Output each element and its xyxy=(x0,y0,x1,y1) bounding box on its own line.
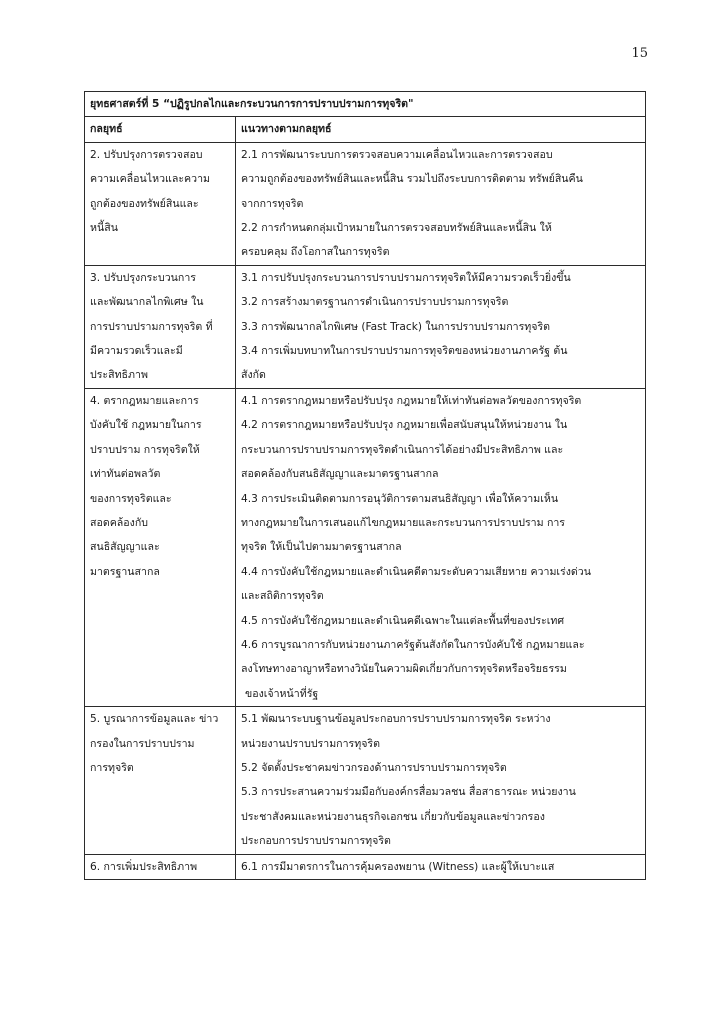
approach-cell xyxy=(236,854,646,879)
cell-line: 5.1 พัฒนาระบบฐานข้อมูลประกอบการปราบปรามการทุจริต ระหว่าง xyxy=(241,713,551,726)
strategy-cell xyxy=(85,388,236,706)
cell-line: กระบวนการปราบปรามการทุจริตดำเนินการได้อย่างมีประสิทธิภาพ และ xyxy=(241,443,564,456)
cell-line: สอดคล้องกับสนธิสัญญาและมาตรฐานสากล xyxy=(241,468,439,481)
cell-line: การทุจริต xyxy=(90,761,134,774)
cell-line: 4.6 การบูรณาการกับหน่วยงานภาครัฐต้นสังกัดในการบังคับใช้ กฎหมายและ xyxy=(241,638,585,651)
cell-line: 3.1 การปรับปรุงกระบวนการปราบปรามการทุจริตให้มีความรวดเร็วยิ่งขึ้น xyxy=(241,271,571,284)
cell-line: หน่วยงานปราบปรามการทุจริต xyxy=(241,737,380,750)
cell-line: ครอบคลุม ถึงโอกาสในการทุจริต xyxy=(241,246,390,259)
cell-line: ทุจริต ให้เป็นไปตามมาตรฐานสากล xyxy=(241,541,402,554)
cell-line: 2.1 การพัฒนาระบบการตรวจสอบความเคลื่อนไหวและการตรวจสอบ xyxy=(241,148,553,161)
cell-line: ถูกต้องของทรัพย์สินและ xyxy=(90,197,199,210)
cell-line: ของเจ้าหน้าที่รัฐ xyxy=(245,687,319,700)
table-row xyxy=(85,388,646,706)
cell-line: 4.3 การประเมินติดตามการอนุวัติการตามสนธิสัญญา เพื่อให้ความเห็น xyxy=(241,492,559,505)
strategy-cell xyxy=(85,854,236,879)
table-title-row xyxy=(85,92,646,117)
table-header-row xyxy=(85,117,646,142)
cell-line: และพัฒนากลไกพิเศษ ใน xyxy=(90,296,204,309)
cell-line: สังกัด xyxy=(241,369,266,382)
cell-line: 2. ปรับปรุงการตรวจสอบ xyxy=(90,148,203,161)
cell-line: 4. ตรากฎหมายและการ xyxy=(90,394,199,407)
cell-line: บังคับใช้ กฎหมายในการ xyxy=(90,419,202,432)
cell-line: การปราบปรามการทุจริต ที่ xyxy=(90,320,213,333)
cell-line: 4.4 การบังคับใช้กฎหมายและดำเนินคดีตามระดับความเสียหาย ความเร่งด่วน xyxy=(241,565,591,578)
approach-cell xyxy=(236,265,646,388)
cell-line: ปราบปราม การทุจริตให้ xyxy=(90,443,200,456)
cell-line: ความถูกต้องของทรัพย์สินและหนี้สิน รวมไปถึงระบบการติดตาม ทรัพย์สินคืน xyxy=(241,173,583,186)
cell-line: สนธิสัญญาและ xyxy=(90,541,160,554)
cell-line: มาตรฐานสากล xyxy=(90,565,160,578)
cell-line: 3.2 การสร้างมาตรฐานการดำเนินการปราบปรามการทุจริต xyxy=(241,296,509,309)
table-row xyxy=(85,265,646,388)
cell-line: 3. ปรับปรุงกระบวนการ xyxy=(90,271,196,284)
cell-line: 4.2 การตรากฎหมายหรือปรับปรุง กฎหมายเพื่อสนับสนุนให้หน่วยงาน ใน xyxy=(241,419,568,432)
cell-line: ประกอบการปราบปรามการทุจริต xyxy=(241,835,391,848)
strategy-table xyxy=(84,91,646,880)
approach-cell xyxy=(236,707,646,854)
cell-line: จากการทุจริต xyxy=(241,197,304,210)
cell-line: 4.5 การบังคับใช้กฎหมายและดำเนินคดีเฉพาะในแต่ละพื้นที่ของประเทศ xyxy=(241,614,565,627)
cell-line: สอดคล้องกับ xyxy=(90,516,148,529)
cell-line: ของการทุจริตและ xyxy=(90,492,172,505)
cell-line: 3.3 การพัฒนากลไกพิเศษ (Fast Track) ในการปราบปรามการทุจริต xyxy=(241,320,551,333)
table-row xyxy=(85,142,646,265)
cell-line: มีความรวดเร็วและมี xyxy=(90,345,183,358)
strategy-cell xyxy=(85,707,236,854)
strategy-cell xyxy=(85,265,236,388)
table-row xyxy=(85,707,646,854)
table-title: ยุทธศาสตร์ที่ 5 “ปฏิรูปกลไกและกระบวนการการปราบปรามการทุจริต" xyxy=(85,92,646,117)
cell-line: 2.2 การกำหนดกลุ่มเป้าหมายในการตรวจสอบทรัพย์สินและหนี้สิน ให้ xyxy=(241,222,552,235)
cell-line: เท่าทันต่อพลวัต xyxy=(90,468,161,481)
cell-line: ประสิทธิภาพ xyxy=(90,369,148,382)
cell-line: ประชาสังคมและหน่วยงานธุรกิจเอกชน เกี่ยวกับข้อมูลและข่าวกรอง xyxy=(241,810,545,823)
cell-line: ทางกฎหมายในการเสนอแก้ไขกฎหมายและกระบวนการปราบปราม การ xyxy=(241,516,565,529)
cell-line: 4.1 การตรากฎหมายหรือปรับปรุง กฎหมายให้เท่าทันต่อพลวัตของการทุจริต xyxy=(241,394,582,407)
header-strategy: กลยุทธ์ xyxy=(85,117,236,142)
cell-line: 6.1 การมีมาตรการในการคุ้มครองพยาน (Witness) และผู้ให้เบาะแส xyxy=(241,860,555,873)
strategy-cell xyxy=(85,142,236,265)
approach-cell xyxy=(236,388,646,706)
header-approach: แนวทางตามกลยุทธ์ xyxy=(236,117,646,142)
cell-line: 5. บูรณาการข้อมูลและ ข่าว xyxy=(90,713,219,726)
cell-line: ความเคลื่อนไหวและความ xyxy=(90,173,211,186)
cell-line: 5.2 จัดตั้งประชาคมข่าวกรองด้านการปราบปรามการทุจริต xyxy=(241,761,507,774)
table-row xyxy=(85,854,646,879)
cell-line: 6. การเพิ่มประสิทธิภาพ xyxy=(90,860,198,873)
approach-cell xyxy=(236,142,646,265)
cell-line: 5.3 การประสานความร่วมมือกับองค์กรสื่อมวลชน สื่อสาธารณะ หน่วยงาน xyxy=(241,786,576,799)
cell-line: 3.4 การเพิ่มบทบาทในการปราบปรามการทุจริตของหน่วยงานภาครัฐ ต้น xyxy=(241,345,568,358)
cell-line: และสถิติการทุจริต xyxy=(241,590,324,603)
cell-line: หนี้สิน xyxy=(90,222,118,235)
cell-line: กรองในการปราบปราม xyxy=(90,737,195,750)
cell-line: ลงโทษทางอาญาหรือทางวินัยในความผิดเกี่ยวกับการทุจริตหรือจริยธรรม xyxy=(241,663,567,676)
page-number: 15 xyxy=(631,46,648,61)
